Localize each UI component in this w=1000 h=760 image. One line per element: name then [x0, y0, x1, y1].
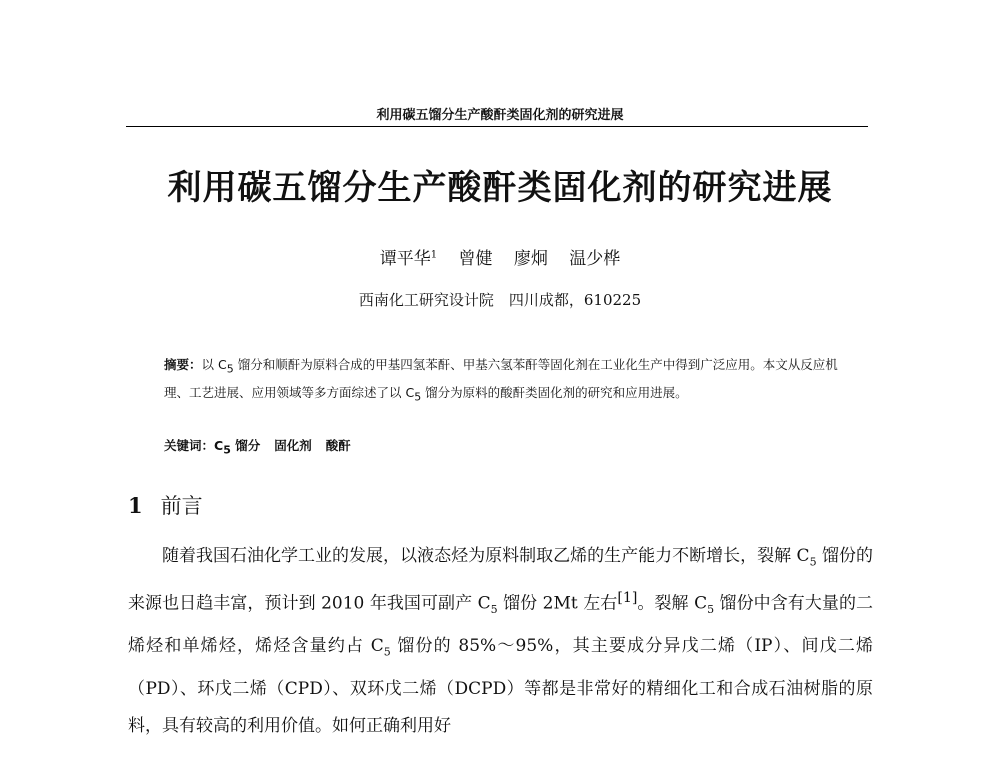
author-list	[0, 244, 1000, 269]
section-title: 前言	[160, 494, 203, 518]
header-rule	[126, 126, 868, 127]
section-heading	[128, 490, 203, 520]
paper-title: 利用碳五馏分生产酸酐类固化剂的研究进展	[167, 168, 833, 208]
author-3: 廖炯	[513, 249, 548, 269]
author-4: 温少桦	[569, 249, 621, 269]
author-2: 曾健	[458, 249, 493, 269]
author-1: 谭平华$^1$	[379, 249, 438, 269]
running-header: 利用碳五馏分生产酸酐类固化剂的研究进展	[376, 108, 624, 123]
keyword-2: 固化剂	[274, 438, 312, 453]
section-number: 1	[128, 493, 143, 518]
keyword-3: 酸酐	[325, 438, 351, 453]
abstract-label: 摘要：	[164, 357, 202, 372]
abstract: 摘要：以 $C_5$ 馏分和顺酐为原料合成的甲基四氢苯酐、甲基六氢苯酐等固化剂在工业化生产中得到广泛应用。本文从反应机理、工艺进展、应用领域等多方面综述了以 $C_5$ 馏分为原料的酸酐类固化剂的研究和应用进展。	[164, 357, 838, 403]
citation: [1]	[617, 590, 638, 607]
keyword-1: $C_5$ 馏分	[214, 438, 261, 457]
keywords	[164, 436, 365, 457]
body-text	[128, 538, 873, 745]
keywords-label: 关键词：	[164, 438, 215, 453]
affiliation: 西南化工研究设计院 四川成都，610225	[358, 291, 642, 309]
body-paragraph: 随着我国石油化学工业的发展，以液态烃为原料制取乙烯的生产能力不断增长，裂解 $C_5$ 馏份的来源也日趋丰富，预计到 2010 年我国可副产 $C_5$ 馏份 2Mt 左右[1]。裂解 $C_5$ 馏份中含有大量的二烯烃和单烯烃，烯烃含量约占 $C_5$ 馏份的 85%～95%，其主要成分异戊二烯（IP）、间戊二烯（PD）、环戊二烯（CPD）、双环戊二烯（DCPD）等都是非常好的精细化工和合成石油树脂的原料，具有较高的利用价值。如何正确利用好	[128, 546, 873, 736]
